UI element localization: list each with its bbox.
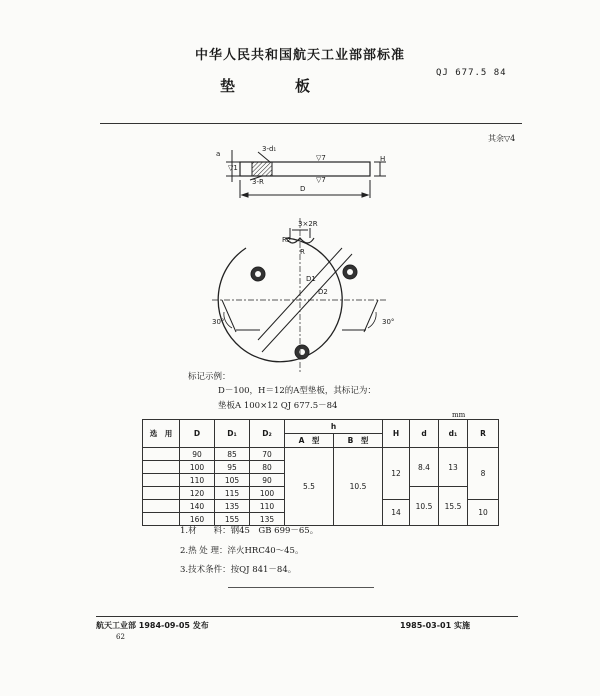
plan-label-r: R — [300, 248, 305, 256]
cell-dd1-1: 13 — [439, 448, 468, 487]
effective-date: 1985-03-01 实施 — [400, 621, 470, 630]
cell-d1: 85 — [215, 448, 250, 461]
title-char-1: 垫 — [220, 77, 236, 95]
angle-left: 30° — [212, 318, 225, 326]
type-cell — [143, 487, 180, 500]
cell-dd1-2: 15.5 — [439, 487, 468, 526]
cell-d2: 70 — [250, 448, 285, 461]
cell-d2: 80 — [250, 461, 285, 474]
cell-d: 90 — [180, 448, 215, 461]
cell-hh-1: 12 — [383, 448, 410, 500]
cell-dd-1: 8.4 — [410, 448, 439, 487]
standard-body-title: 中华人民共和国航天工业部部标准 — [194, 48, 405, 63]
spec-table — [142, 419, 499, 526]
cell-d1: 135 — [215, 500, 250, 513]
type-cell — [143, 513, 180, 526]
side-view — [226, 150, 386, 198]
plan-view — [212, 218, 388, 372]
cell-h-a: 5.5 — [285, 448, 334, 526]
type-cell — [143, 500, 180, 513]
side-label-3r: 3-R — [252, 178, 264, 186]
plan-label-d2: D2 — [318, 288, 328, 296]
col-hh: H — [383, 420, 410, 448]
side-label-3d1: 3-d₁ — [262, 145, 277, 153]
table-row — [143, 448, 499, 461]
surface-mark-bottom: ▽7 — [316, 176, 326, 184]
page-number: 62 — [116, 633, 125, 641]
cell-d: 120 — [180, 487, 215, 500]
cell-d1: 95 — [215, 461, 250, 474]
cell-dd-2: 10.5 — [410, 487, 439, 526]
col-r: R — [468, 420, 499, 448]
roughness-note: 其余▽4 — [488, 134, 516, 143]
col-dd1: d₁ — [439, 420, 468, 448]
note-material: 1.材 料：钢45 GB 699－65。 — [180, 526, 319, 536]
cell-d2: 135 — [250, 513, 285, 526]
cell-hh-2: 14 — [383, 500, 410, 526]
cell-r-2: 10 — [468, 500, 499, 526]
marking-heading: 标记示例： — [188, 372, 231, 382]
standard-code: QJ 677.5 84 — [436, 68, 507, 78]
cell-d1: 115 — [215, 487, 250, 500]
title-char-2: 板 — [295, 77, 311, 95]
col-h-group: h — [285, 420, 383, 434]
cell-d1: 155 — [215, 513, 250, 526]
issuer-date: 航天工业部 1984-09-05 发布 — [96, 621, 209, 630]
plan-label-r2: R2 — [282, 236, 292, 244]
col-b-type: B 型 — [334, 434, 383, 448]
plan-label-3x2r: 3×2R — [298, 220, 318, 228]
type-cell — [143, 448, 180, 461]
marking-line-1: D－100，H＝12的A型垫板，其标记为： — [218, 386, 376, 396]
cell-d: 140 — [180, 500, 215, 513]
col-type: 选 用 — [143, 420, 180, 448]
col-d1: D₁ — [215, 420, 250, 448]
col-dd: d — [410, 420, 439, 448]
type-cell — [143, 474, 180, 487]
cell-d: 160 — [180, 513, 215, 526]
side-label-h: H — [380, 155, 386, 163]
notes-rule — [228, 587, 374, 588]
footer-rule — [96, 616, 518, 617]
col-d: D — [180, 420, 215, 448]
cell-d2: 110 — [250, 500, 285, 513]
side-label-d: D — [300, 185, 306, 193]
col-a-type: A 型 — [285, 434, 334, 448]
cell-h-b: 10.5 — [334, 448, 383, 526]
note-heat-treatment: 2.热 处 理：淬火HRC40～45。 — [180, 546, 304, 556]
side-label-a: a — [216, 150, 221, 158]
cell-r-1: 8 — [468, 448, 499, 500]
marking-line-2: 垫板A 100×12 QJ 677.5－84 — [218, 401, 338, 411]
plan-label-d1: D1 — [306, 275, 316, 283]
surface-mark-small: ▽1 — [228, 164, 238, 172]
note-technical-conditions: 3.技术条件：按QJ 841－84。 — [180, 565, 297, 575]
surface-mark-top: ▽7 — [316, 154, 326, 162]
type-cell — [143, 461, 180, 474]
cell-d1: 105 — [215, 474, 250, 487]
cell-d: 100 — [180, 461, 215, 474]
angle-right: 30° — [382, 318, 395, 326]
col-d2: D₂ — [250, 420, 285, 448]
cell-d2: 90 — [250, 474, 285, 487]
cell-d: 110 — [180, 474, 215, 487]
cell-d2: 100 — [250, 487, 285, 500]
table-unit: mm — [452, 411, 466, 419]
